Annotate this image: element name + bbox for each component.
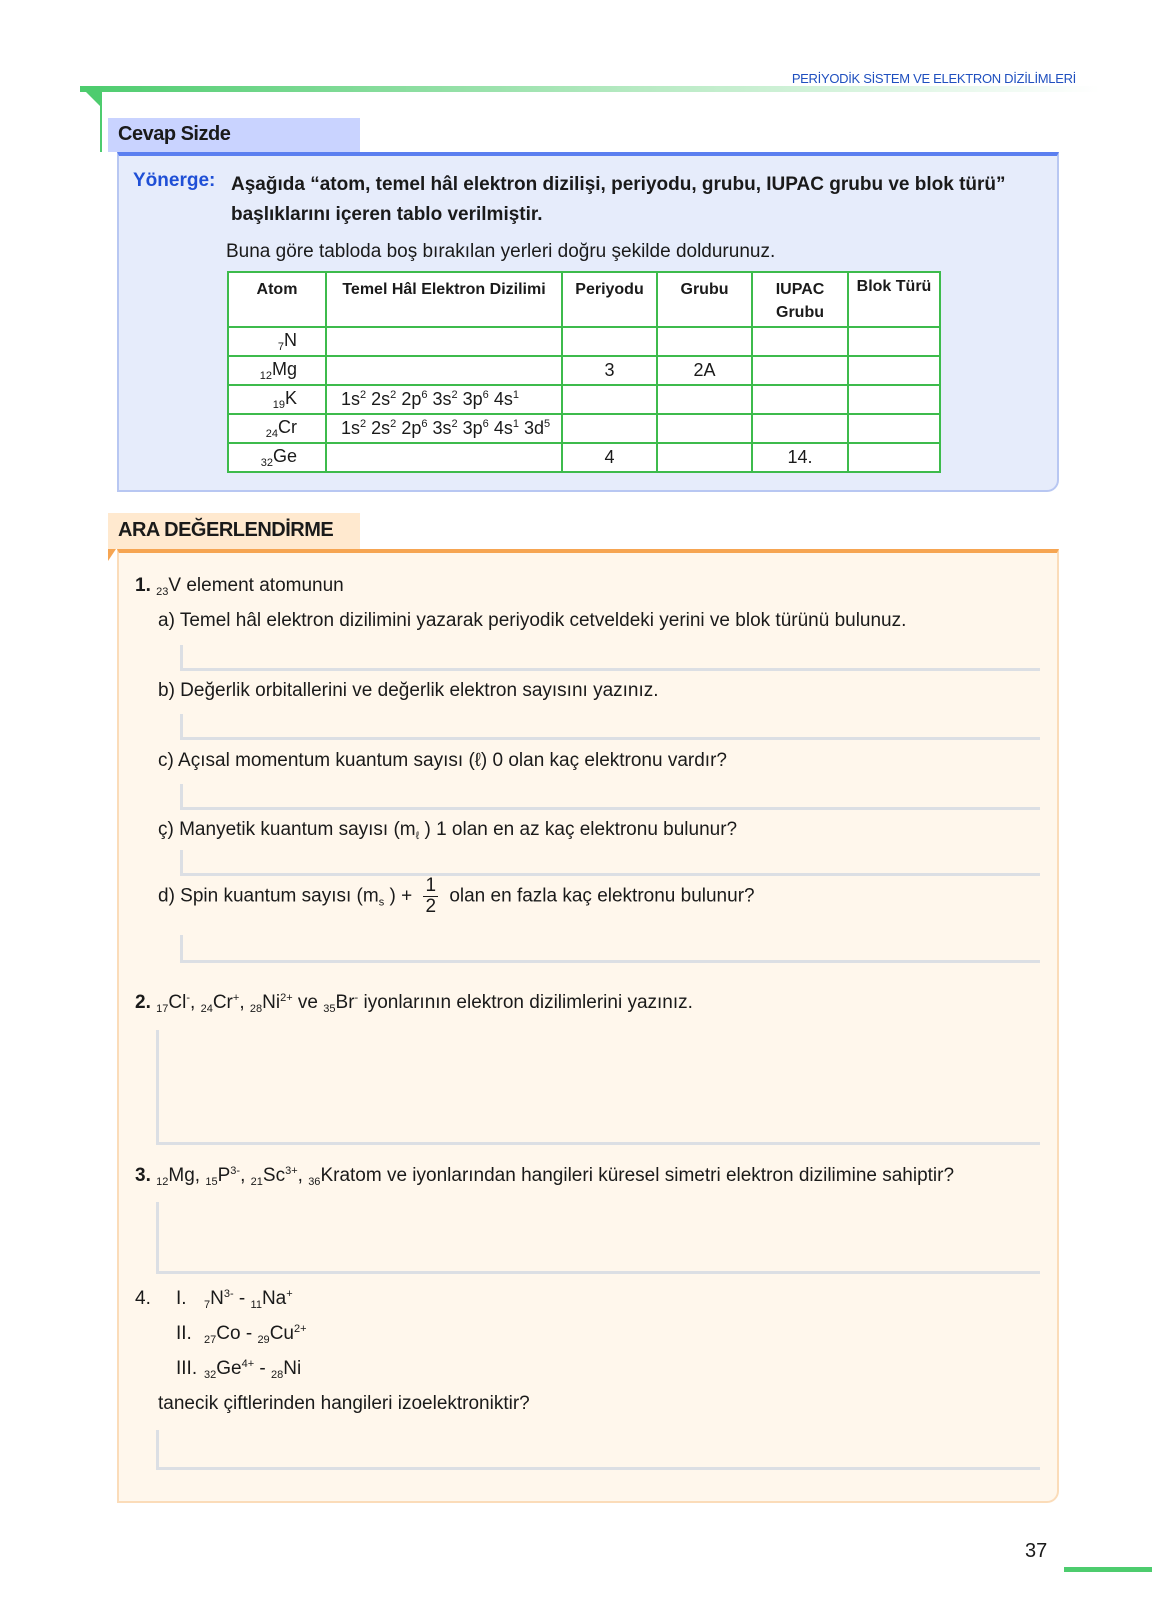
element-symbol: Ge bbox=[216, 1358, 242, 1379]
orbital-electrons: 6 bbox=[482, 418, 489, 430]
orbital: 4s bbox=[493, 389, 513, 409]
element-symbol: Mg bbox=[168, 1165, 195, 1186]
header-group: Grubu bbox=[657, 272, 752, 327]
question-1a: a) Temel hâl elektron dizilimini yazarak periyodik cetveldeki yerini ve blok türünü bulunuz. bbox=[158, 610, 907, 631]
cell-atom bbox=[228, 414, 326, 443]
header-corner-decoration bbox=[80, 86, 100, 106]
q1d-subscript: s bbox=[378, 896, 385, 909]
cell-group bbox=[657, 443, 752, 472]
cell-period bbox=[562, 385, 657, 414]
q1d-text-pre: d) Spin kuantum sayısı (m bbox=[158, 885, 379, 907]
element-symbol: Ge bbox=[272, 446, 297, 466]
element-symbol: P bbox=[217, 1165, 231, 1186]
q1d-text-mid: ) + bbox=[384, 885, 413, 907]
cevap-sizde-tab bbox=[108, 118, 360, 152]
ion-charge: - bbox=[186, 992, 191, 1004]
header-rule bbox=[80, 86, 1100, 92]
atomic-number: 27 bbox=[204, 1334, 217, 1346]
cell-config bbox=[326, 385, 562, 414]
pair-separator: - bbox=[254, 1358, 272, 1379]
orbital-electrons: 2 bbox=[451, 418, 458, 430]
pair-row bbox=[176, 1288, 307, 1323]
question-1c: c) Açısal momentum kuantum sayısı (ℓ) 0 olan kaç elektronu vardır? bbox=[158, 750, 727, 771]
answer-field-2[interactable] bbox=[156, 1030, 1040, 1145]
table-body bbox=[228, 327, 940, 472]
cell-config bbox=[326, 414, 562, 443]
answer-field-3[interactable] bbox=[156, 1202, 1040, 1274]
element-symbol: Na bbox=[261, 1288, 287, 1309]
atomic-number: 23 bbox=[156, 586, 169, 598]
orbital-electrons: 6 bbox=[421, 389, 428, 401]
cell-config bbox=[326, 327, 562, 356]
question-number: 3. bbox=[135, 1165, 151, 1186]
header-vertical-rule bbox=[100, 92, 102, 152]
cell-block bbox=[848, 327, 940, 356]
atomic-number: 36 bbox=[308, 1176, 321, 1188]
element-symbol: Ni bbox=[283, 1358, 302, 1379]
question-3: 3. $_{12}$Mg, $_{15}P^{3-}$, $_{21}Sc^{3+}$, $_{36}$Kratom ve iyonlarından hangileri küresel simetri elektron dizilimine sahiptir? bbox=[135, 1165, 955, 1188]
element-symbol: K bbox=[284, 388, 297, 408]
question-text: element atomunun bbox=[186, 575, 344, 596]
roman-numeral: I. bbox=[176, 1288, 187, 1309]
cell-atom bbox=[228, 356, 326, 385]
orbital: 2s bbox=[371, 418, 391, 438]
atomic-number: 24 bbox=[265, 428, 278, 440]
atomic-number: 12 bbox=[259, 370, 272, 382]
ion-charge: + bbox=[232, 992, 240, 1004]
question-1c-cedilla bbox=[158, 819, 737, 842]
cevap-sizde-title: Cevap Sizde bbox=[118, 123, 231, 145]
orbital-electrons: 2 bbox=[390, 418, 397, 430]
element-symbol: Cr bbox=[278, 417, 297, 437]
cell-config bbox=[326, 443, 562, 472]
cell-atom bbox=[228, 385, 326, 414]
element-symbol: Co bbox=[216, 1323, 241, 1344]
element-table bbox=[227, 271, 941, 473]
answer-field-1a[interactable] bbox=[180, 645, 1040, 671]
ion-charge: - bbox=[354, 992, 359, 1004]
atomic-number: 19 bbox=[272, 399, 285, 411]
yonerge-text: Aşağıda “atom, temel hâl elektron dizilişi, periyodu, grubu, IUPAC grubu ve blok türü” başlıklarını içeren tablo verilmiştir. bbox=[231, 174, 1006, 225]
fraction-denominator: 2 bbox=[425, 896, 437, 917]
orbital: 3s bbox=[432, 418, 452, 438]
ion-charge: 2+ bbox=[293, 1323, 307, 1335]
orbital: 1s bbox=[341, 389, 361, 409]
atomic-number: 7 bbox=[204, 1299, 211, 1311]
q1d-text-post: olan en fazla kaç elektronu bulunur? bbox=[449, 885, 755, 907]
orbital: 2p bbox=[401, 389, 422, 409]
pair-separator: - bbox=[240, 1323, 258, 1344]
cell-block bbox=[848, 385, 940, 414]
element-symbol: Cu bbox=[269, 1323, 294, 1344]
atomic-number: 29 bbox=[257, 1334, 270, 1346]
header-config: Temel Hâl Elektron Dizilimi bbox=[326, 272, 562, 327]
element-symbol: Sc bbox=[262, 1165, 286, 1186]
cell-atom bbox=[228, 443, 326, 472]
orbital-electrons: 2 bbox=[451, 389, 458, 401]
q1c2-text-post: ) 1 olan en az kaç elektronu bulunur? bbox=[419, 819, 738, 840]
orbital-electrons: 1 bbox=[512, 418, 519, 430]
atomic-number: 35 bbox=[323, 1003, 336, 1015]
element-symbol: N bbox=[284, 330, 297, 350]
yonerge-label: Yönerge: bbox=[133, 170, 216, 191]
cell-period: 4 bbox=[562, 443, 657, 472]
ion-charge: 3+ bbox=[285, 1165, 298, 1177]
answer-field-1b[interactable] bbox=[180, 714, 1040, 740]
page-number: 37 bbox=[1025, 1540, 1048, 1562]
orbital: 3p bbox=[462, 389, 483, 409]
table-header-row bbox=[228, 272, 940, 327]
atomic-number: 11 bbox=[250, 1299, 262, 1311]
ion-charge: 3- bbox=[230, 1165, 241, 1177]
fraction-numerator: 1 bbox=[425, 875, 437, 896]
orbital: 3s bbox=[432, 389, 452, 409]
orbital-electrons: 2 bbox=[360, 418, 367, 430]
cell-iupac bbox=[752, 385, 848, 414]
cell-group bbox=[657, 385, 752, 414]
atomic-number: 24 bbox=[200, 1003, 213, 1015]
question-1b: b) Değerlik orbitallerini ve değerlik elektron sayısını yazınız. bbox=[158, 680, 659, 701]
question-4-text: tanecik çiftlerinden hangileri izoelektroniktir? bbox=[158, 1393, 530, 1414]
question-number: 1. bbox=[135, 575, 151, 596]
table-row bbox=[228, 356, 940, 385]
element-symbol: Kr bbox=[320, 1165, 340, 1186]
cell-group bbox=[657, 414, 752, 443]
orbital: 2s bbox=[371, 389, 391, 409]
atomic-number: 21 bbox=[250, 1176, 263, 1188]
question-1-stem bbox=[135, 575, 344, 598]
orbital: 4s bbox=[493, 418, 513, 438]
fraction-one-half bbox=[423, 876, 438, 917]
cell-block bbox=[848, 356, 940, 385]
ion-charge: + bbox=[286, 1288, 293, 1300]
cell-iupac bbox=[752, 414, 848, 443]
q1c2-text-pre: ç) Manyetik kuantum sayısı (m bbox=[158, 819, 416, 840]
question-2: 2. $_{17}$Cl-, $_{24}$Cr+, $_{28}Ni^{2+}$ ve $_{35}$Br- iyonlarının elektron dizilimlerini yazınız. bbox=[135, 992, 693, 1015]
atomic-number: 7 bbox=[277, 341, 284, 353]
cell-atom bbox=[228, 327, 326, 356]
atomic-number: 32 bbox=[204, 1369, 217, 1381]
ion-charge: 3- bbox=[223, 1288, 234, 1300]
element-symbol: N bbox=[210, 1288, 224, 1309]
header-period: Periyodu bbox=[562, 272, 657, 327]
pair-row bbox=[176, 1323, 307, 1358]
cell-period: 3 bbox=[562, 356, 657, 385]
cell-block bbox=[848, 414, 940, 443]
cell-block bbox=[848, 443, 940, 472]
cell-iupac: 14. bbox=[752, 443, 848, 472]
question-text: atom ve iyonlarından hangileri küresel simetri elektron dizilimine sahiptir? bbox=[339, 1165, 955, 1186]
cell-iupac bbox=[752, 356, 848, 385]
element-symbol: Cr bbox=[212, 992, 233, 1013]
cell-period bbox=[562, 414, 657, 443]
question-4-number: 4. bbox=[135, 1288, 151, 1309]
table-instruction: Buna göre tabloda boş bırakılan yerleri doğru şekilde doldurunuz. bbox=[226, 241, 776, 262]
header-atom: Atom bbox=[228, 272, 326, 327]
tab-corner-decoration bbox=[108, 549, 116, 561]
element-symbol: Mg bbox=[271, 359, 297, 379]
orbital: 3d bbox=[523, 418, 544, 438]
question-4-pairs bbox=[176, 1288, 307, 1393]
pair-separator: - bbox=[233, 1288, 251, 1309]
element-symbol: Cl bbox=[168, 992, 187, 1013]
table-row bbox=[228, 327, 940, 356]
atomic-number: 32 bbox=[260, 457, 273, 469]
cell-group: 2A bbox=[657, 356, 752, 385]
atomic-number: 28 bbox=[271, 1369, 284, 1381]
ion-charge: 4+ bbox=[241, 1358, 255, 1370]
section-running-title: PERİYODİK SİSTEM VE ELEKTRON DİZİLİMLERİ bbox=[791, 71, 1076, 86]
connector-text: ve bbox=[292, 992, 324, 1013]
roman-numeral: II. bbox=[176, 1323, 192, 1344]
answer-field-4[interactable] bbox=[156, 1430, 1040, 1470]
atomic-number: 15 bbox=[205, 1176, 218, 1188]
answer-field-1d[interactable] bbox=[180, 935, 1040, 963]
orbital: 2p bbox=[401, 418, 422, 438]
table-row bbox=[228, 385, 940, 414]
cell-group bbox=[657, 327, 752, 356]
orbital-electrons: 6 bbox=[421, 418, 428, 430]
orbital-electrons: 1 bbox=[512, 389, 519, 401]
orbital-electrons: 2 bbox=[360, 389, 367, 401]
pair-row bbox=[176, 1358, 307, 1393]
table-row bbox=[228, 443, 940, 472]
cell-iupac bbox=[752, 327, 848, 356]
answer-field-1c-cedilla[interactable] bbox=[180, 850, 1040, 876]
orbital: 3p bbox=[462, 418, 483, 438]
orbital-electrons: 6 bbox=[482, 389, 489, 401]
question-1d bbox=[158, 876, 755, 917]
element-symbol: Ni bbox=[262, 992, 281, 1013]
question-text: iyonlarının elektron dizilimlerini yazınız. bbox=[358, 992, 693, 1013]
header-iupac: IUPAC Grubu bbox=[752, 272, 848, 327]
question-number: 2. bbox=[135, 992, 151, 1013]
page-number-bar bbox=[1064, 1567, 1152, 1572]
ara-degerlendirme-title: ARA DEĞERLENDİRME bbox=[118, 519, 334, 541]
orbital-electrons: 2 bbox=[390, 389, 397, 401]
element-symbol: V bbox=[168, 575, 182, 596]
roman-numeral: III. bbox=[176, 1358, 198, 1379]
ion-charge: 2+ bbox=[280, 992, 293, 1004]
atomic-number: 12 bbox=[156, 1176, 169, 1188]
orbital: 1s bbox=[341, 418, 361, 438]
ara-degerlendirme-tab bbox=[108, 513, 360, 549]
orbital-electrons: 5 bbox=[544, 418, 551, 430]
header-block: Blok Türü bbox=[848, 272, 940, 327]
element-symbol: Br bbox=[335, 992, 355, 1013]
atomic-number: 28 bbox=[249, 1003, 263, 1015]
atomic-number: 17 bbox=[156, 1003, 169, 1015]
table-row bbox=[228, 414, 940, 443]
answer-field-1c[interactable] bbox=[180, 784, 1040, 810]
cell-period bbox=[562, 327, 657, 356]
q1c2-subscript: ℓ bbox=[415, 830, 420, 842]
cell-config bbox=[326, 356, 562, 385]
